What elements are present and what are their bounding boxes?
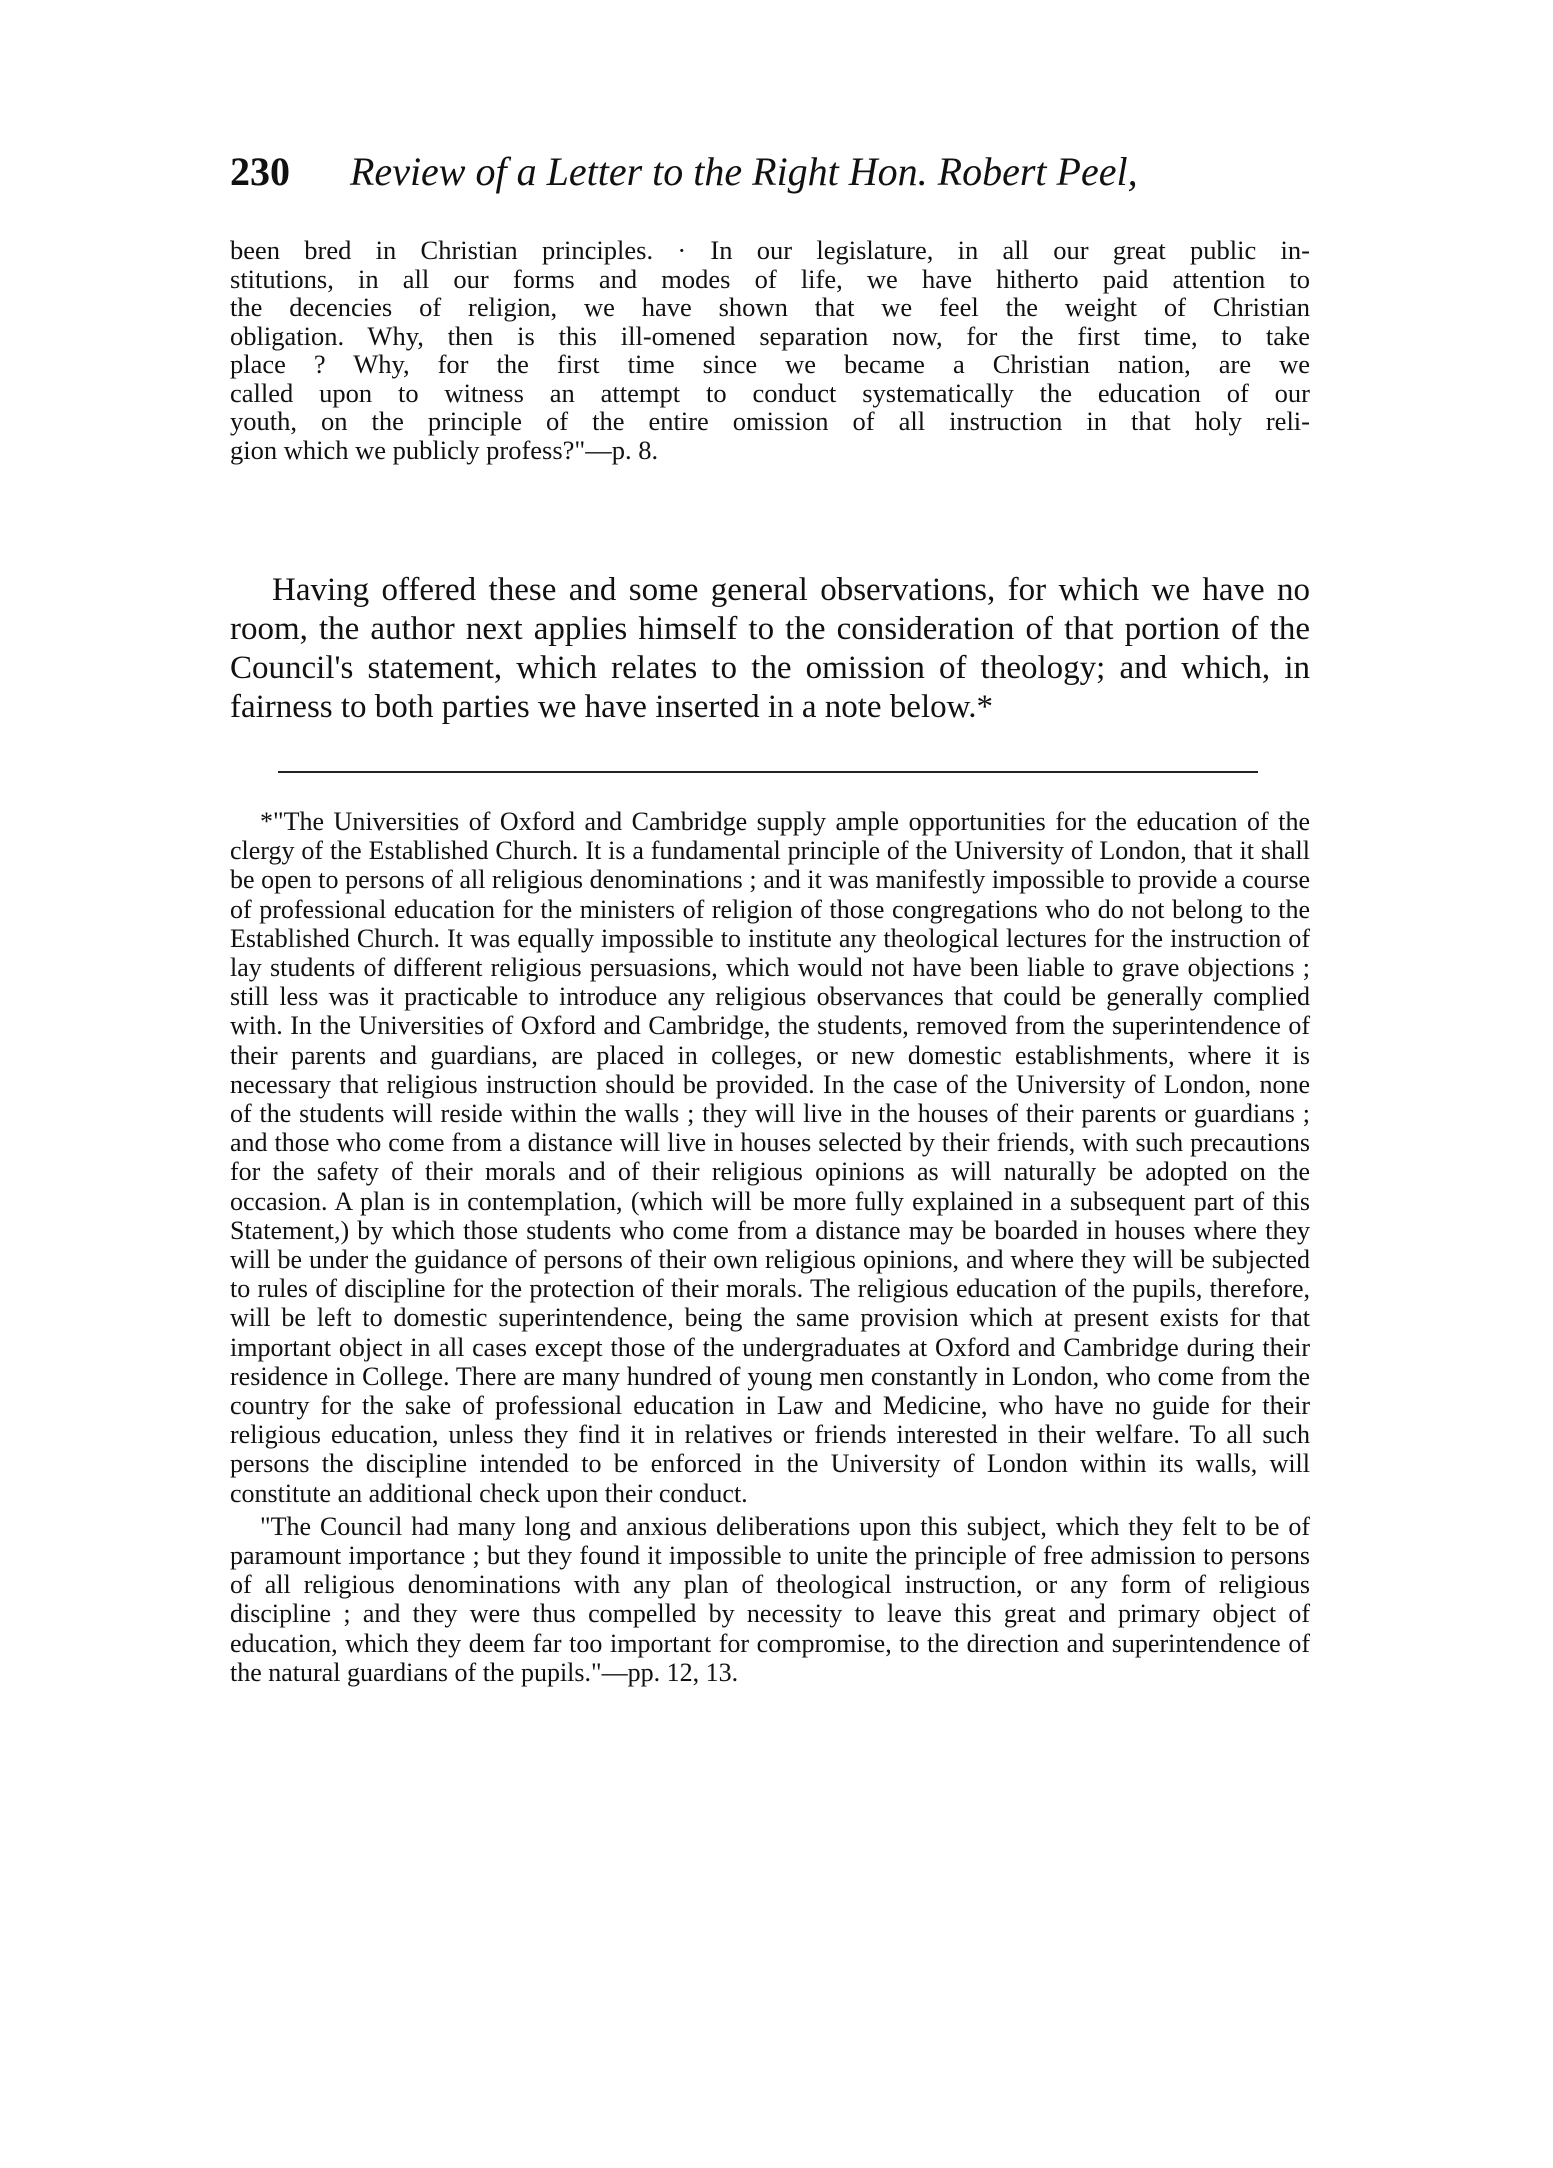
footnote-paragraph: *"The Universities of Oxford and Cambridge supply ample opportunities for the education of the clergy of the Established Church. It is a fundamental principle of the University of London, that it shall be open to persons of all religious denominations ; and it was manifestly impossible to provide a course of professional education for the ministers of religion of those congregations who do not belong to the Established Church. It was equally impossible to institute any theological lectures for the instruction of lay students of different religious persuasions, which would not have been liable to grave objections ; still less was it practicable to introduce any religious observances that could be generally complied with. In the Universities of Oxford and Cambridge, the students, removed from the superintendence of their parents and guardians, are placed in colleges, or new domestic establishments, where it is necessary that religious instruction should be provided. In the case of the University of London, none of the students will reside within the walls ; they will live in the houses of their parents or guardians ; and those who come from a distance will live in houses selected by their friends, with such precautions for the safety of their morals and of their religious opinions as will naturally be adopted on the occasion. A plan is in contemplation, (which will be more fully explained in a subsequent part of this Statement,) by which those students who come from a distance may be boarded in houses where they will be under the guidance of persons of their own religious opinions, and where they will be subjected to rules of discipline for the protection of their morals. The religious education of the pupils, therefore, will be left to domestic superintendence, being the same provision which at present exists for that important object in all cases except those of the undergraduates at Oxford and Cambridge during their residence in College. There are many hundred of young men constantly in London, who come from the country for the sake of professional education in Law and Medicine, who have no guide for their religious education, unless they find it in relatives or friends interested in their welfare. To all such persons the discipline intended to be enforced in the University of London within its walls, will constitute an additional check upon their conduct. bbox=[230, 807, 1310, 1508]
quote-line: been bred in Christian principles. · In our legislature, in all our great public in- bbox=[230, 235, 1310, 265]
quote-line: called upon to witness an attempt to conduct systematically the education of our bbox=[230, 377, 1310, 408]
quote-line: gion which we publicly profess?"—p. 8. bbox=[230, 434, 659, 465]
page-number: 230 bbox=[230, 149, 290, 194]
quote-line: place ? Why, for the first time since we became a Christian nation, are we bbox=[230, 349, 1310, 379]
running-head bbox=[230, 148, 1310, 208]
footnote-paragraph: "The Council had many long and anxious deliberations upon this subject, which they felt to be of paramount importance ; but they found it impossible to unite the principle of free admission to persons of all religious denominations with any plan of theological instruction, or any form of religious discipline ; and they were thus compelled by necessity to leave this great and primary object of education, which they deem far too important for compromise, to the direction and superintendence of the natural guardians of the pupils."—pp. 12, 13. bbox=[230, 1511, 1310, 1687]
quote-line: stitutions, in all our forms and modes of life, we have hitherto paid attention to bbox=[230, 263, 1310, 294]
footnote bbox=[230, 807, 1310, 1687]
quote-line: obligation. Why, then is this ill-omened separation now, for the first time, to take bbox=[230, 320, 1310, 351]
quote-line: youth, on the principle of the entire omission of all instruction in that holy reli- bbox=[230, 406, 1310, 436]
footnote-divider bbox=[278, 771, 1258, 773]
quote-line: the decencies of religion, we have shown that we feel the weight of Christian bbox=[230, 292, 1310, 322]
running-title: Review of a Letter to the Right Hon. Robert Peel, bbox=[350, 149, 1138, 194]
quoted-passage bbox=[230, 236, 1310, 464]
body-paragraph: Having offered these and some general observations, for which we have no room, the author next applies himself to the consideration of that portion of the Council's statement, which relates to the omission of theology; and which, in fairness to both parties we have inserted in a note below.* bbox=[230, 572, 1310, 725]
